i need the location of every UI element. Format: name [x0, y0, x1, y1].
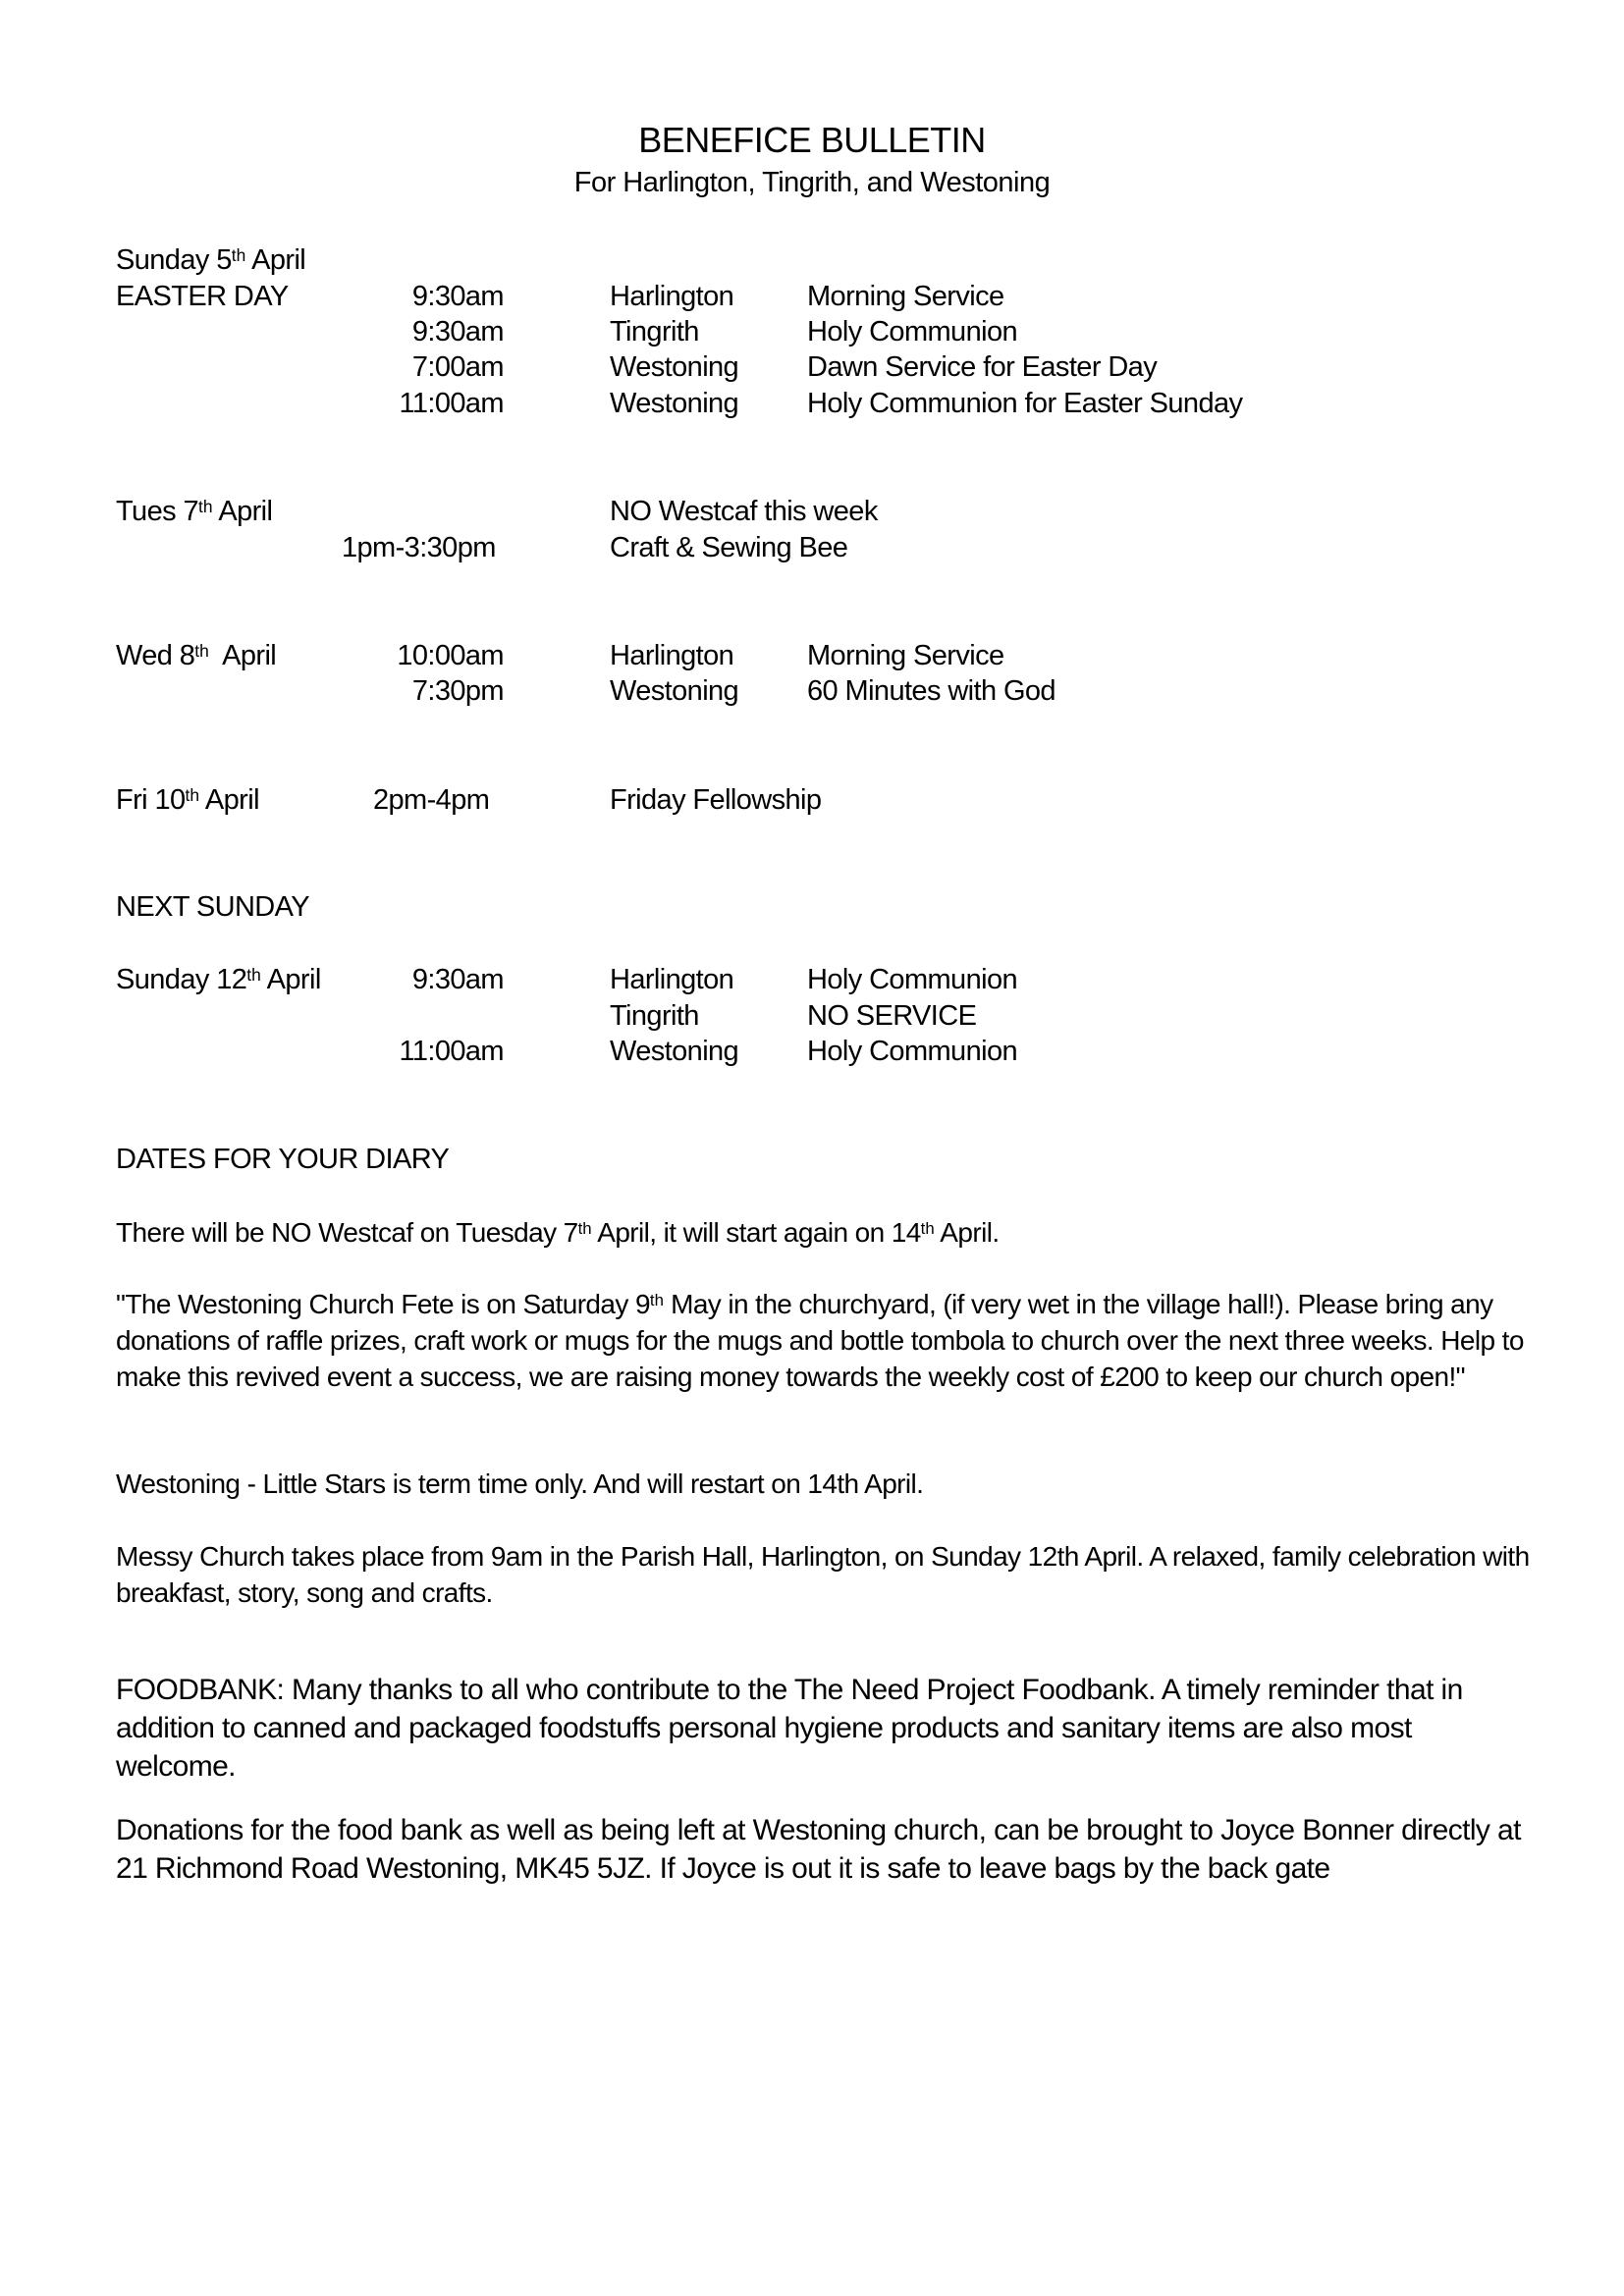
day-label-wed-8 — [116, 638, 276, 673]
westcaf-note: NO Westcaf this week — [610, 496, 878, 527]
day-text: April — [208, 640, 277, 671]
paragraph-text: May in the churchyard, (if very wet in the village hall!). Please bring any donations of raffle prizes, craft work or mugs for the mugs and bottle tombola to church over the next three weeks. Help to make this revived event a success, we are raising money towards the weekly cost of £200 to keep our church open!" — [116, 1289, 1524, 1392]
service-time: 9:30am — [411, 316, 504, 347]
service-event: Holy Communion — [807, 316, 1018, 347]
donations-paragraph: Donations for the food bank as well as being left at Westoning church, can be brought to Joyce Bonner directly at 21 Richmond Road Westoning, MK45 5JZ. If Joyce is out it is safe to leave bags by the back gate — [116, 1814, 1521, 1885]
service-time: 11:00am — [399, 1036, 504, 1067]
ordinal-suffix: th — [197, 497, 213, 516]
paragraph-text: April, it will start again on 14 — [591, 1217, 921, 1248]
service-event: Craft & Sewing Bee — [610, 532, 848, 563]
diary-heading: DATES FOR YOUR DIARY — [116, 1144, 450, 1175]
day-text: Tues 7 — [116, 496, 198, 527]
westcaf-paragraph — [116, 1214, 1530, 1251]
service-time: 7:00am — [411, 351, 504, 383]
service-location: Tingrith — [610, 1000, 699, 1032]
ordinal-suffix: th — [246, 965, 261, 985]
day-text: Sunday 5 — [116, 244, 232, 276]
little-stars-paragraph: Westoning - Little Stars is term time only. And will restart on 14th April. — [116, 1468, 924, 1499]
bulletin-title: BENEFICE BULLETIN — [638, 120, 986, 160]
paragraph-text: April. — [934, 1217, 1000, 1248]
service-location: Westoning — [610, 675, 739, 707]
service-time: 11:00am — [399, 388, 504, 419]
service-location: Westoning — [610, 351, 739, 383]
ordinal-suffix: th — [231, 245, 246, 265]
service-time: 9:30am — [411, 964, 504, 995]
day-text: April — [199, 784, 259, 816]
service-time: 10:00am — [397, 640, 504, 671]
foodbank-paragraph: FOODBANK: Many thanks to all who contribute to the The Need Project Foodbank. A timely reminder that in addition to canned and packaged foodstuffs personal hygiene products and sanitary items are also most welcome. — [116, 1674, 1463, 1783]
service-location: Westoning — [610, 1036, 739, 1067]
day-text: April — [212, 496, 273, 527]
paragraph-text: "The Westoning Church Fete is on Saturday 9 — [116, 1289, 650, 1319]
service-event: Holy Communion — [807, 1036, 1018, 1067]
ordinal-suffix: th — [577, 1219, 592, 1238]
ordinal-suffix: th — [194, 641, 209, 661]
service-location: Harlington — [610, 964, 734, 995]
service-event: Dawn Service for Easter Day — [807, 351, 1158, 383]
service-location: Westoning — [610, 388, 739, 419]
service-time: 9:30am — [411, 281, 504, 312]
service-event: Holy Communion — [807, 964, 1018, 995]
service-event: 60 Minutes with God — [807, 675, 1056, 707]
service-location: Harlington — [610, 281, 734, 312]
service-time: 2pm-4pm — [373, 784, 490, 816]
service-event: Friday Fellowship — [610, 784, 822, 816]
day-text: Fri 10 — [116, 784, 186, 816]
service-event: Morning Service — [807, 640, 1004, 671]
day-label-tues-7 — [116, 494, 272, 529]
service-location: Tingrith — [610, 316, 699, 347]
day-text: April — [245, 244, 306, 276]
day-label-fri-10 — [116, 782, 259, 818]
next-sunday-heading: NEXT SUNDAY — [116, 891, 309, 923]
paragraph-text: There will be NO Westcaf on Tuesday 7 — [116, 1217, 578, 1248]
messy-church-paragraph: Messy Church takes place from 9am in the Parish Hall, Harlington, on Sunday 12th April. A relaxed, family celebration with breakfast, story, song and crafts. — [116, 1541, 1530, 1608]
service-time: 7:30pm — [411, 675, 504, 707]
service-time: 1pm-3:30pm — [342, 532, 496, 563]
ordinal-suffix: th — [920, 1219, 935, 1238]
easter-day-label: EASTER DAY — [116, 281, 289, 312]
service-event: Holy Communion for Easter Sunday — [807, 388, 1243, 419]
day-label-sunday-5 — [116, 242, 305, 278]
ordinal-suffix: th — [185, 785, 200, 805]
day-text: Sunday 12 — [116, 964, 247, 995]
bulletin-subtitle: For Harlington, Tingrith, and Westoning — [573, 167, 1051, 198]
service-location: Harlington — [610, 640, 734, 671]
day-label-sunday-12 — [116, 962, 321, 997]
ordinal-suffix: th — [649, 1291, 664, 1309]
service-event: NO SERVICE — [807, 1000, 977, 1032]
day-text: April — [260, 964, 321, 995]
day-text: Wed 8 — [116, 640, 195, 671]
fete-paragraph — [116, 1286, 1530, 1395]
service-event: Morning Service — [807, 281, 1004, 312]
